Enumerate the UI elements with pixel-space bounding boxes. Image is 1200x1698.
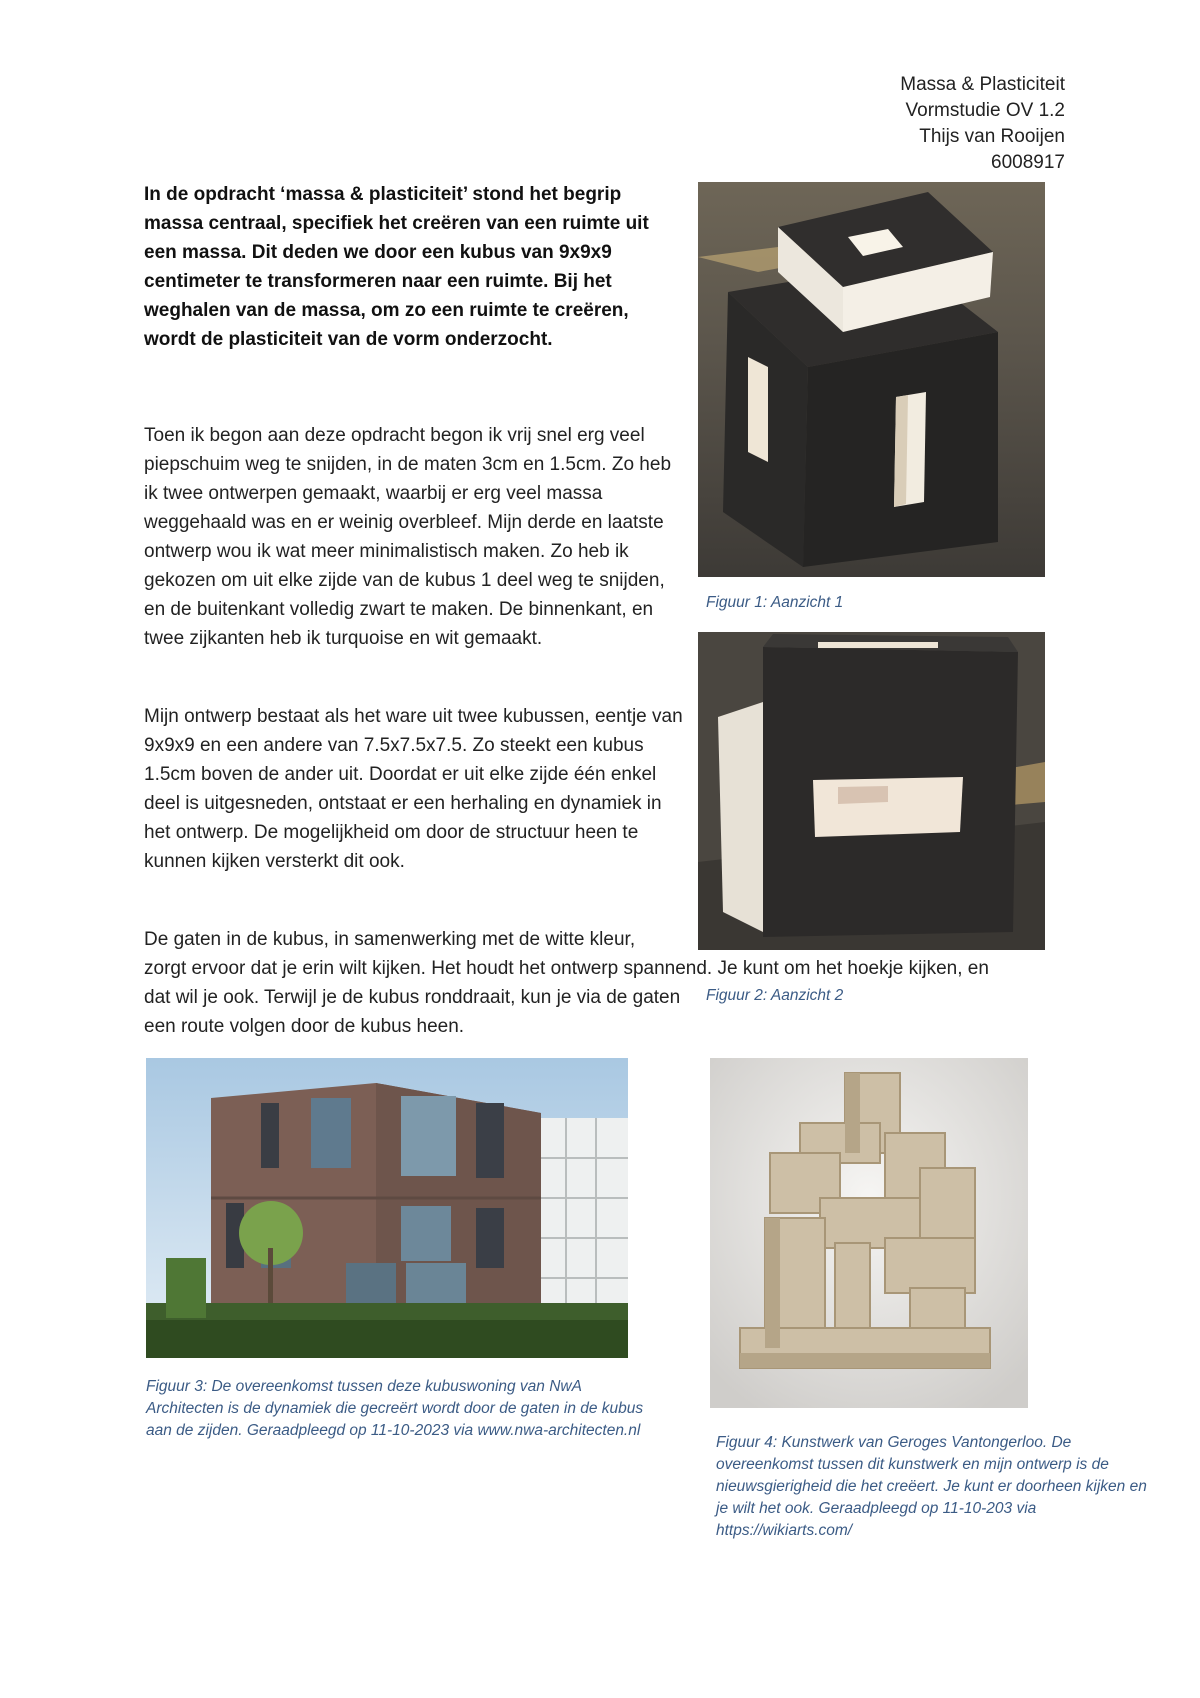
body-paragraph-2: Mijn ontwerp bestaat als het ware uit twee kubussen, eentje van 9x9x9 en een andere van 7.5x7.5x7.5. Zo steekt een kubus 1.5cm boven de ander uit. Doordat er uit elke zijde één enkel deel is uitgesneden, ontstaat er een herhaling en dynamiek in het ontwerp. De mogelijkheid om door de structuur heen te kunnen kijken versterkt dit ook. bbox=[144, 706, 683, 872]
figure-3-caption: Figuur 3: De overeenkomst tussen deze kubuswoning van NwA Architecten is de dynamiek die gecreërt wordt door de gaten in de kubus aan de zijden. Geraadpleegd op 11-10-2023 via www.nwa-architecten.nl bbox=[146, 1378, 644, 1439]
body-paragraph-3-line-3: dat wil je ook. Terwijl je de kubus ronddraait, kun je via de gaten een route volgen door de kubus heen. bbox=[144, 987, 681, 1037]
document-header bbox=[900, 72, 1065, 176]
header-author: Thijs van Rooijen bbox=[919, 126, 1065, 147]
figure-1-photo bbox=[698, 182, 1045, 577]
figure-4-photo bbox=[710, 1058, 1028, 1408]
figure-2-photo bbox=[698, 632, 1045, 950]
figure-3-photo bbox=[146, 1058, 628, 1358]
header-course: Vormstudie OV 1.2 bbox=[905, 100, 1065, 121]
header-title: Massa & Plasticiteit bbox=[900, 74, 1065, 95]
figure-1-caption: Figuur 1: Aanzicht 1 bbox=[706, 594, 844, 611]
body-paragraph-3-line-1: De gaten in de kubus, in samenwerking met de witte kleur, bbox=[144, 929, 636, 950]
body-paragraph-1: Toen ik begon aan deze opdracht begon ik vrij snel erg veel piepschuim weg te snijden, in de maten 3cm en 1.5cm. Zo heb ik twee ontwerpen gemaakt, waarbij er erg veel massa weggehaald was en er weinig overbleef. Mijn derde en laatste ontwerp wou ik wat meer minimalistisch maken. Zo heb ik gekozen om uit elke zijde van de kubus 1 deel weg te snijden, en de buitenkant volledig zwart te maken. De binnenkant, en twee zijkanten heb ik turquoise en wit gemaakt. bbox=[144, 425, 672, 649]
intro-paragraph: In de opdracht ‘massa & plasticiteit’ stond het begrip massa centraal, specifiek het creëren van een ruimte uit een massa. Dit deden we door een kubus van 9x9x9 centimeter te transformeren naar een ruimte. Bij het weghalen van de massa, om zo een ruimte te creëren, wordt de plasticiteit van de vorm onderzocht. bbox=[144, 184, 649, 350]
figure-2-caption: Figuur 2: Aanzicht 2 bbox=[706, 987, 844, 1004]
body-paragraph-3-line-2: zorgt ervoor dat je erin wilt kijken. Het houdt het ontwerp spannend. Je kunt om het hoekje kijken, en bbox=[144, 958, 989, 979]
figure-4-caption: Figuur 4: Kunstwerk van Geroges Vantongerloo. De overeenkomst tussen dit kunstwerk en mijn ontwerp is de nieuwsgierigheid die het creëert. Je kunt er doorheen kijken en je wilt het ook. Geraadpleegd op 11-10-203 via https://wikiarts.com/ bbox=[716, 1434, 1147, 1539]
header-student-number: 6008917 bbox=[991, 152, 1065, 173]
